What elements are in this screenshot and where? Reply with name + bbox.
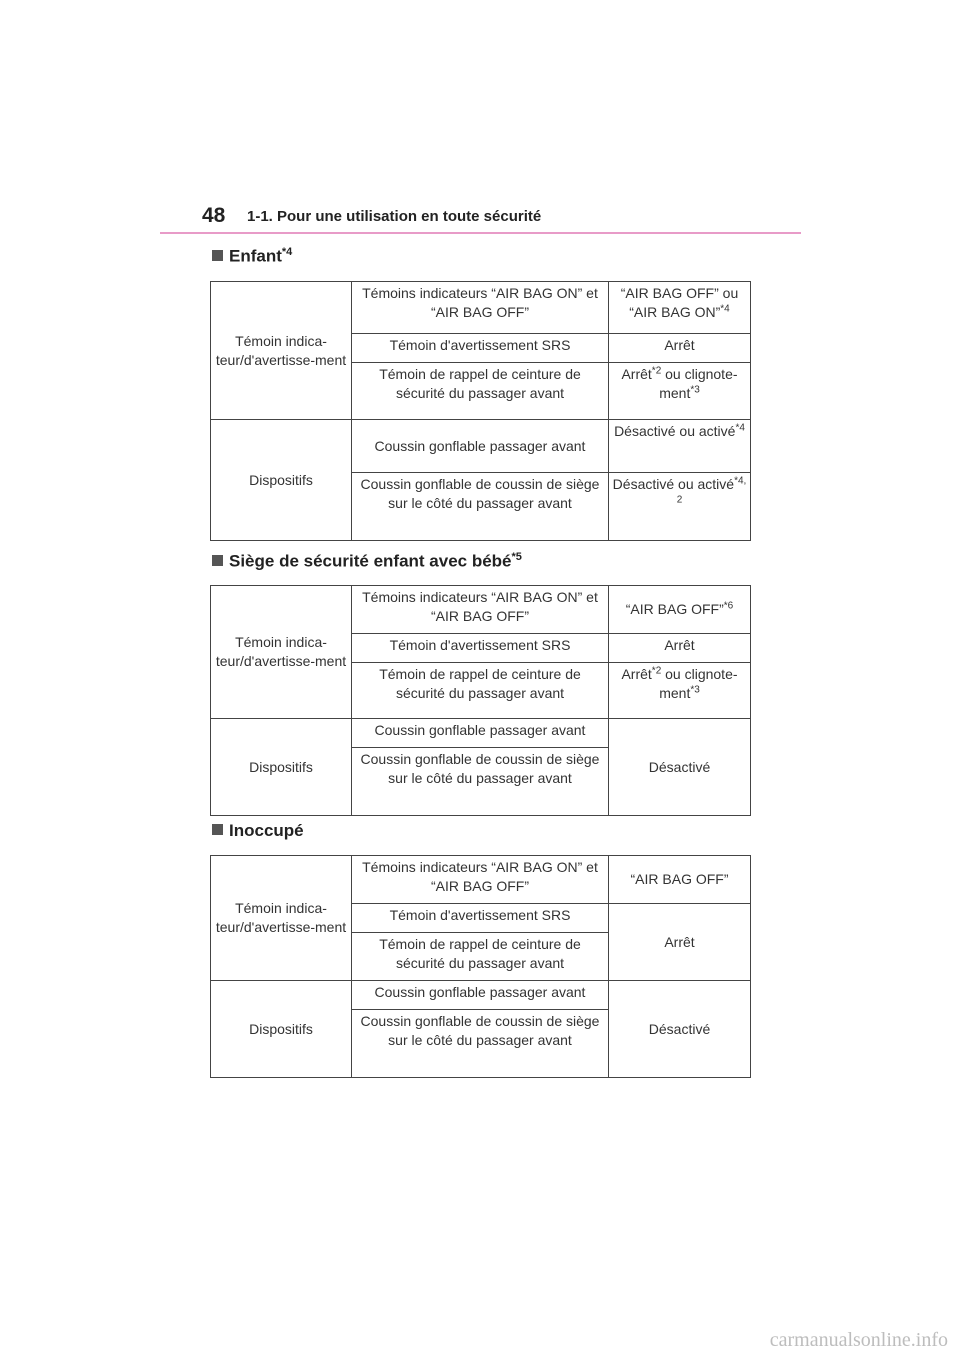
page-number: 48: [202, 204, 226, 227]
row-label-seat-cushion-airbag: Coussin gonflable de coussin de siège sur le côté du passager avant: [352, 473, 609, 541]
value-passenger-airbag: Désactivé ou activé$^{*4}$: [609, 420, 751, 473]
value-seatbelt: Arrêt$^{*2}$ ou clignote-ment$^{*3}$: [609, 363, 751, 420]
square-bullet-icon: [212, 250, 223, 261]
airbag-table-inoccupe: [210, 855, 751, 1078]
value-seat-cushion-airbag: Désactivé ou activé$^{*4, 2}$: [609, 473, 751, 541]
subheading-enfant: [212, 246, 292, 267]
category-dispositifs: Dispositifs: [211, 420, 352, 541]
row-label-indicators: Témoins indicateurs “AIR BAG ON” et “AIR BAG OFF”: [352, 586, 609, 634]
value-indicators: “AIR BAG OFF”: [609, 856, 751, 904]
row-label-srs: Témoin d'avertissement SRS: [352, 904, 609, 933]
subheading-siege-bebe: [212, 551, 522, 572]
value-srs: Arrêt: [609, 634, 751, 663]
value-indicators: “AIR BAG OFF”$^{*6}$: [609, 586, 751, 634]
page-header: [202, 204, 802, 234]
row-label-indicators: Témoins indicateurs “AIR BAG ON” et “AIR BAG OFF”: [352, 856, 609, 904]
row-label-passenger-airbag: Coussin gonflable passager avant: [352, 719, 609, 748]
row-label-seatbelt: Témoin de rappel de ceinture de sécurité du passager avant: [352, 933, 609, 981]
header-divider: [160, 232, 801, 234]
subheading-inoccupe: [212, 821, 304, 841]
category-dispositifs: Dispositifs: [211, 719, 352, 816]
category-temoin: Témoin indica-teur/d'avertisse-ment: [211, 586, 352, 719]
row-label-passenger-airbag: Coussin gonflable passager avant: [352, 981, 609, 1010]
row-label-seat-cushion-airbag: Coussin gonflable de coussin de siège sur le côté du passager avant: [352, 1010, 609, 1078]
square-bullet-icon: [212, 824, 223, 835]
row-label-srs: Témoin d'avertissement SRS: [352, 334, 609, 363]
value-indicators: “AIR BAG OFF” ou “AIR BAG ON”$^{*4}$: [609, 282, 751, 334]
category-temoin: Témoin indica-teur/d'avertisse-ment: [211, 856, 352, 981]
category-dispositifs: Dispositifs: [211, 981, 352, 1078]
square-bullet-icon: [212, 555, 223, 566]
section-title: 1-1. Pour une utilisation en toute sécurité: [247, 208, 542, 225]
airbag-table-enfant: [210, 281, 751, 541]
watermark-text: carmanualsonline.info: [769, 1329, 948, 1351]
category-temoin: Témoin indica-teur/d'avertisse-ment: [211, 282, 352, 420]
airbag-table-siege-bebe: [210, 585, 751, 816]
footnote-ref: *5: [511, 551, 522, 563]
row-label-passenger-airbag: Coussin gonflable passager avant: [352, 420, 609, 473]
row-label-seat-cushion-airbag: Coussin gonflable de coussin de siège sur le côté du passager avant: [352, 748, 609, 816]
row-label-seatbelt: Témoin de rappel de ceinture de sécurité du passager avant: [352, 363, 609, 420]
value-seatbelt: Arrêt$^{*2}$ ou clignote-ment$^{*3}$: [609, 663, 751, 719]
subheading-text: Inoccupé: [229, 821, 304, 840]
row-label-seatbelt: Témoin de rappel de ceinture de sécurité du passager avant: [352, 663, 609, 719]
footnote-ref: *4: [281, 246, 293, 258]
row-label-indicators: Témoins indicateurs “AIR BAG ON” et “AIR BAG OFF”: [352, 282, 609, 334]
value-srs: Arrêt: [609, 334, 751, 363]
value-devices: Désactivé: [609, 719, 751, 816]
value-lights: Arrêt: [609, 904, 751, 981]
value-devices: Désactivé: [609, 981, 751, 1078]
subheading-text: Siège de sécurité enfant avec bébé: [229, 551, 512, 571]
subheading-text: Enfant: [229, 246, 282, 266]
row-label-srs: Témoin d'avertissement SRS: [352, 634, 609, 663]
